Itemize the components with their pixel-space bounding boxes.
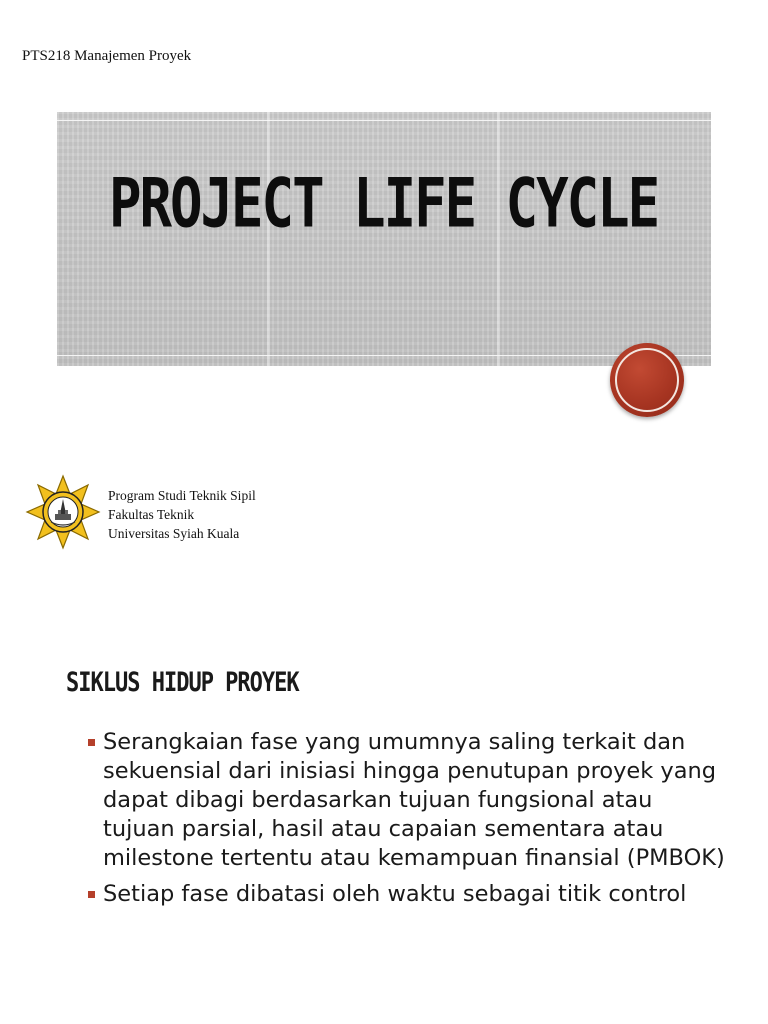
bullet-text: Setiap fase dibatasi oleh waktu sebagai titik control [103,881,687,907]
banner-line-bottom [57,355,711,356]
institution-faculty: Fakultas Teknik [108,507,195,522]
banner-line-top [57,120,711,121]
bullet-text: Serangkaian fase yang umumnya saling terkait dan sekuensial dari inisiasi hingga penutupan proyek yang dapat dibagi berdasarkan tujuan fungsional atau tujuan parsial, hasil atau capaian sementara atau milestone tertentu atau kemampuan finansial (PMBOK) [103,729,725,871]
decorative-circle [610,343,684,417]
square-bullet-icon [88,739,95,746]
institution-university: Universitas Syiah Kuala [108,526,240,541]
decorative-circle-ring [615,348,679,412]
section-heading: SIKLUS HIDUP PROYEK [66,668,299,698]
list-item [88,728,728,873]
university-logo-icon [25,474,101,550]
bullet-list [88,728,728,916]
title-banner [57,112,711,366]
institution-program: Program Studi Teknik Sipil [108,488,256,503]
list-item [88,880,728,909]
square-bullet-icon [88,891,95,898]
course-header: PTS218 Manajemen Proyek [22,48,192,64]
institution-info [108,486,256,543]
slide-title: PROJECT LIFE CYCLE [109,164,659,243]
